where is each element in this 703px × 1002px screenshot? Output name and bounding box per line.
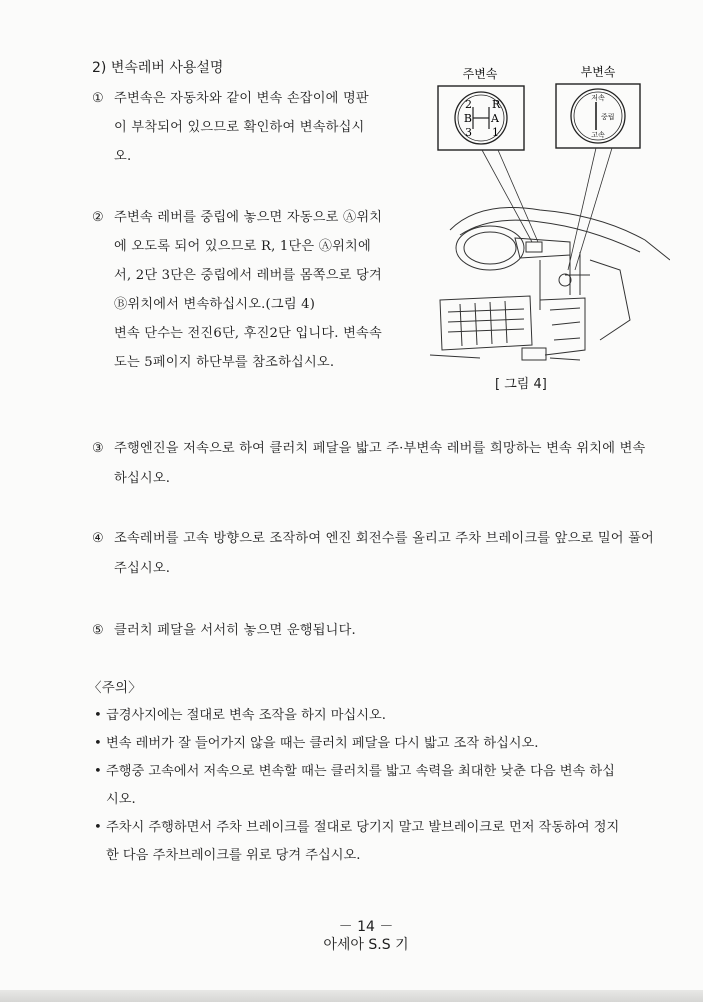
item-marker: ③	[92, 441, 105, 456]
page-number: － 14 －	[338, 919, 394, 935]
tractor-cab-sketch	[430, 208, 670, 361]
item-line: 이 부착되어 있으므로 확인하여 변속하십시	[114, 120, 365, 135]
instruction-item-4	[92, 524, 672, 584]
item-line: 주행엔진을 저속으로 하여 클러치 페달을 밟고 주·부변속 레버를 희망하는 변속 위치에 변속	[114, 441, 646, 456]
caution-list	[94, 702, 684, 870]
item-marker: ④	[92, 531, 105, 546]
instruction-item-5	[92, 616, 672, 646]
plate-gear-r: R	[492, 98, 501, 111]
caution-item-continued: 시오.	[106, 792, 136, 807]
sub-shift-label: 부변속	[580, 65, 616, 79]
item-line: 도는 5페이지 하단부를 참조하십시오.	[114, 355, 335, 370]
item-line: 클러치 페달을 서서히 놓으면 운행됩니다.	[114, 623, 356, 638]
bullet-icon: •	[94, 764, 102, 779]
item-line: 변속 단수는 전진6단, 후진2단 입니다. 변속속	[114, 326, 382, 341]
item-line: 주변속은 자동차와 같이 변속 손잡이에 명판	[114, 91, 369, 106]
item-line: 에 오도록 되어 있으므로 R, 1단은 Ⓐ위치에	[114, 239, 371, 254]
item-line: 조속레버를 고속 방향으로 조작하여 엔진 회전수를 올리고 주차 브레이크를 앞으로 밀어 풀어	[114, 531, 654, 546]
caution-item: • 변속 레버가 잘 들어가지 않을 때는 클러치 페달을 다시 밟고 조작 하십시오.	[94, 730, 684, 758]
section-title: 2) 변속레버 사용설명	[92, 60, 224, 76]
item-line: Ⓑ위치에서 변속하십시오.(그림 4)	[114, 297, 316, 312]
plate-pos-b: B	[463, 112, 472, 125]
main-shift-plate	[438, 86, 524, 150]
caution-item-continued: 한 다음 주차브레이크를 위로 당겨 주십시오.	[106, 848, 361, 863]
bullet-icon: •	[94, 820, 102, 835]
sub-high-label: 고속	[591, 131, 605, 139]
plate-gear-2: 2	[465, 98, 472, 111]
plate-gear-1: 1	[492, 126, 499, 139]
caution-item: • 주행중 고속에서 저속으로 변속할 때는 클러치를 밟고 속력을 최대한 낮춘 다음 변속 하십	[94, 758, 684, 786]
item-line: 주십시오.	[114, 561, 171, 576]
sub-low-label: 저속	[591, 94, 605, 102]
item-line: 주변속 레버를 중립에 놓으면 자동으로 Ⓐ위치	[114, 210, 383, 225]
plate-gear-3: 3	[465, 126, 472, 139]
instruction-item-1	[92, 84, 402, 171]
main-shift-label: 주변속	[462, 67, 498, 81]
scan-edge	[0, 990, 703, 1002]
instruction-item-3	[92, 434, 672, 494]
sub-neutral-label: 중립	[601, 113, 615, 121]
bullet-icon: •	[94, 736, 102, 751]
bullet-icon: •	[94, 708, 102, 723]
caution-item: • 급경사지에는 절대로 변속 조작을 하지 마십시오.	[94, 702, 684, 730]
item-marker: ⑤	[92, 623, 105, 638]
instruction-item-2	[92, 203, 402, 377]
item-line: 오.	[114, 149, 132, 164]
item-marker: ①	[92, 91, 105, 106]
sub-shift-plate	[556, 84, 640, 148]
caution-item: • 주차시 주행하면서 주차 브레이크를 절대로 당기지 말고 발브레이크로 먼저 작동하여 정지	[94, 814, 684, 842]
shift-lever-figure	[420, 60, 670, 370]
figure-caption: [ 그림 4]	[495, 377, 547, 392]
plate-pos-a: A	[491, 112, 499, 125]
caution-title: 〈주의〉	[88, 680, 142, 696]
item-line: 서, 2단 3단은 중립에서 레버를 몸쪽으로 당겨	[114, 268, 382, 283]
item-marker: ②	[92, 210, 105, 225]
item-line: 하십시오.	[114, 471, 171, 486]
model-name: 아세아 S.S 기	[323, 937, 409, 953]
